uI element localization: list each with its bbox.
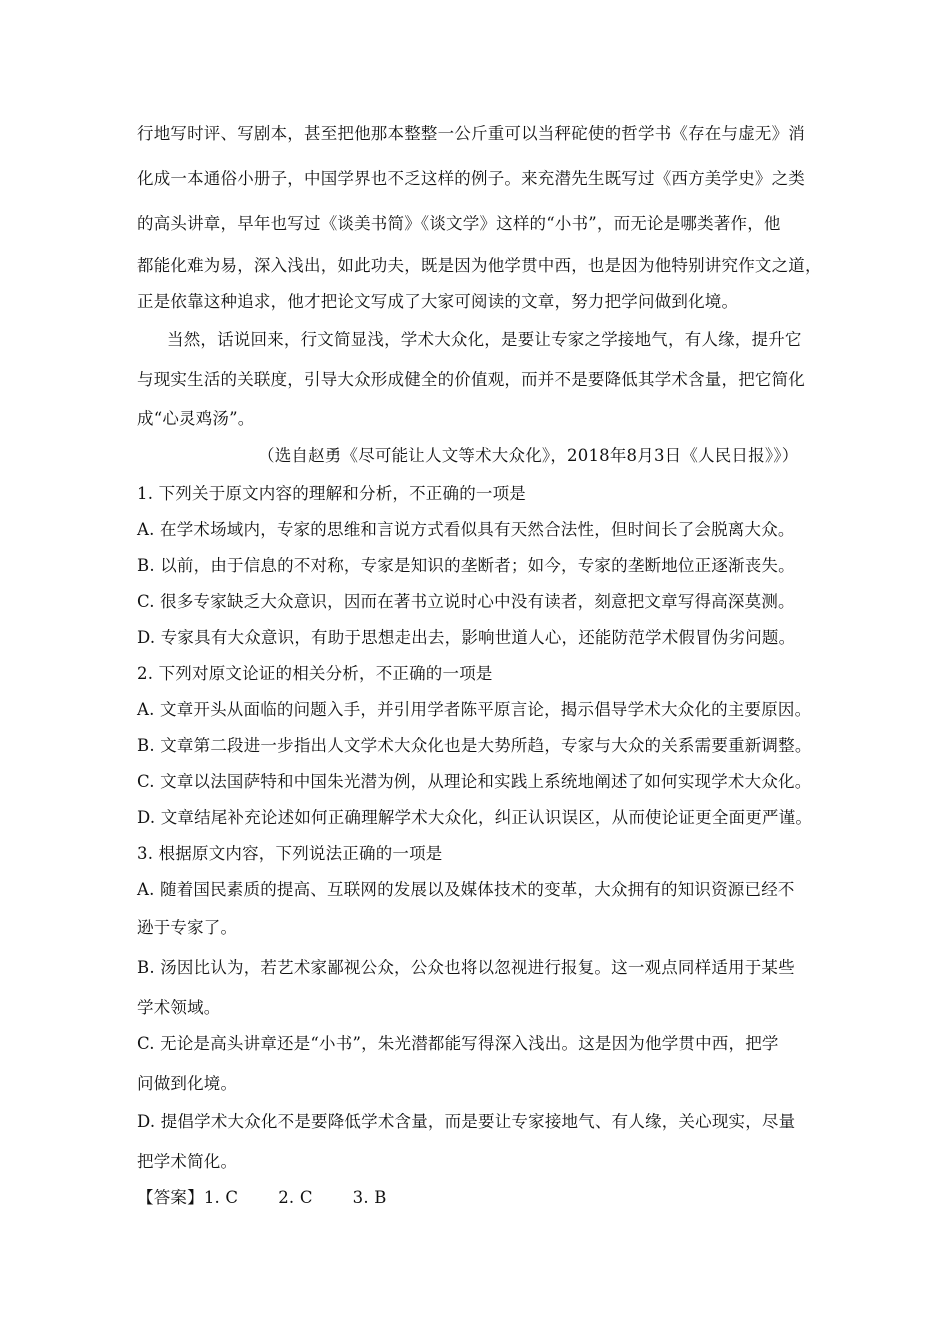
option-c: C. 很多专家缺乏大众意识，因而在著书立说时心中没有读者，刻意把文章写得高深莫测。: [137, 592, 795, 611]
option-a: A. 文章开头从面临的问题入手，并引用学者陈平原言论，揭示倡导学术大众化的主要原因。: [137, 700, 812, 719]
option-d-continued: 把学术简化。: [137, 1152, 238, 1171]
passage-line: 都能化难为易，深入浅出，如此功夫，既是因为他学贯中西，也是因为他特别讲究作文之道，: [137, 256, 822, 275]
option-a: A. 随着国民素质的提高、互联网的发展以及媒体技术的变革，大众拥有的知识资源已经不: [137, 880, 795, 899]
option-a-continued: 逊于专家了。: [137, 918, 238, 937]
answer-item: 3. B: [352, 1188, 387, 1207]
option-b-continued: 学术领域。: [137, 998, 221, 1017]
option-b: B. 以前，由于信息的不对称，专家是知识的垄断者；如今，专家的垄断地位正逐渐丧失。: [137, 556, 795, 575]
answer-item: 1. C: [203, 1188, 239, 1207]
option-c: C. 无论是高头讲章还是“小书”，朱光潜都能写得深入浅出。这是因为他学贯中西，把学: [137, 1034, 779, 1053]
passage-line: 化成一本通俗小册子，中国学界也不乏这样的例子。来充潜先生既写过《西方美学史》之类: [137, 169, 805, 188]
passage-line: 与现实生活的关联度，引导大众形成健全的价值观，而并不是要降低其学术含量，把它简化: [137, 370, 805, 389]
option-b: B. 文章第二段进一步指出人文学术大众化也是大势所趋，专家与大众的关系需要重新调整。: [137, 736, 812, 755]
option-a: A. 在学术场域内，专家的思维和言说方式看似具有天然合法性，但时间长了会脱离大众。: [137, 520, 795, 539]
option-b: B. 汤因比认为，若艺术家鄙视公众，公众也将以忽视进行报复。这一观点同样适用于某些: [137, 958, 795, 977]
passage-line: 当然，话说回来，行文简显浅，学术大众化，是要让专家之学接地气，有人缘，提升它: [167, 330, 802, 349]
passage-line: 正是依靠这种追求，他才把论文写成了大家可阅读的文章，努力把学问做到化境。: [137, 292, 739, 311]
question-stem: 3. 根据原文内容，下列说法正确的一项是: [137, 844, 443, 863]
question-stem: 2. 下列对原文论证的相关分析，不正确的一项是: [137, 664, 493, 683]
answer-line: [137, 1188, 387, 1208]
answer-item: 2. C: [278, 1188, 313, 1207]
option-d: D. 文章结尾补充论述如何正确理解学术大众化，纠正认识误区，从而使论证更全面更严谨。: [137, 808, 813, 827]
question-stem: 1. 下列关于原文内容的理解和分析，不正确的一项是: [137, 484, 526, 503]
option-d: D. 提倡学术大众化不是要降低学术含量，而是要让专家接地气、有人缘，关心现实，尽量: [137, 1112, 796, 1131]
option-c-continued: 问做到化境。: [137, 1074, 238, 1093]
source-citation: （选自赵勇《尽可能让人文等术大众化》，2018年8月3日《人民日报》》）: [258, 446, 799, 465]
passage-line: 成“心灵鸡汤”。: [137, 409, 255, 428]
passage-line: 行地写时评、写剧本，甚至把他那本整整一公斤重可以当秤砣使的哲学书《存在与虚无》消: [137, 124, 805, 143]
option-c: C. 文章以法国萨特和中国朱光潜为例，从理论和实践上系统地阐述了如何实现学术大众化。: [137, 772, 812, 791]
option-d: D. 专家具有大众意识，有助于思想走出去，影响世道人心，还能防范学术假冒伪劣问题。: [137, 628, 796, 647]
answer-label: 【答案】: [137, 1188, 204, 1207]
passage-line: 的高头讲章，早年也写过《谈美书简》《谈文学》这样的“小书”，而无论是哪类著作，他: [137, 214, 781, 233]
